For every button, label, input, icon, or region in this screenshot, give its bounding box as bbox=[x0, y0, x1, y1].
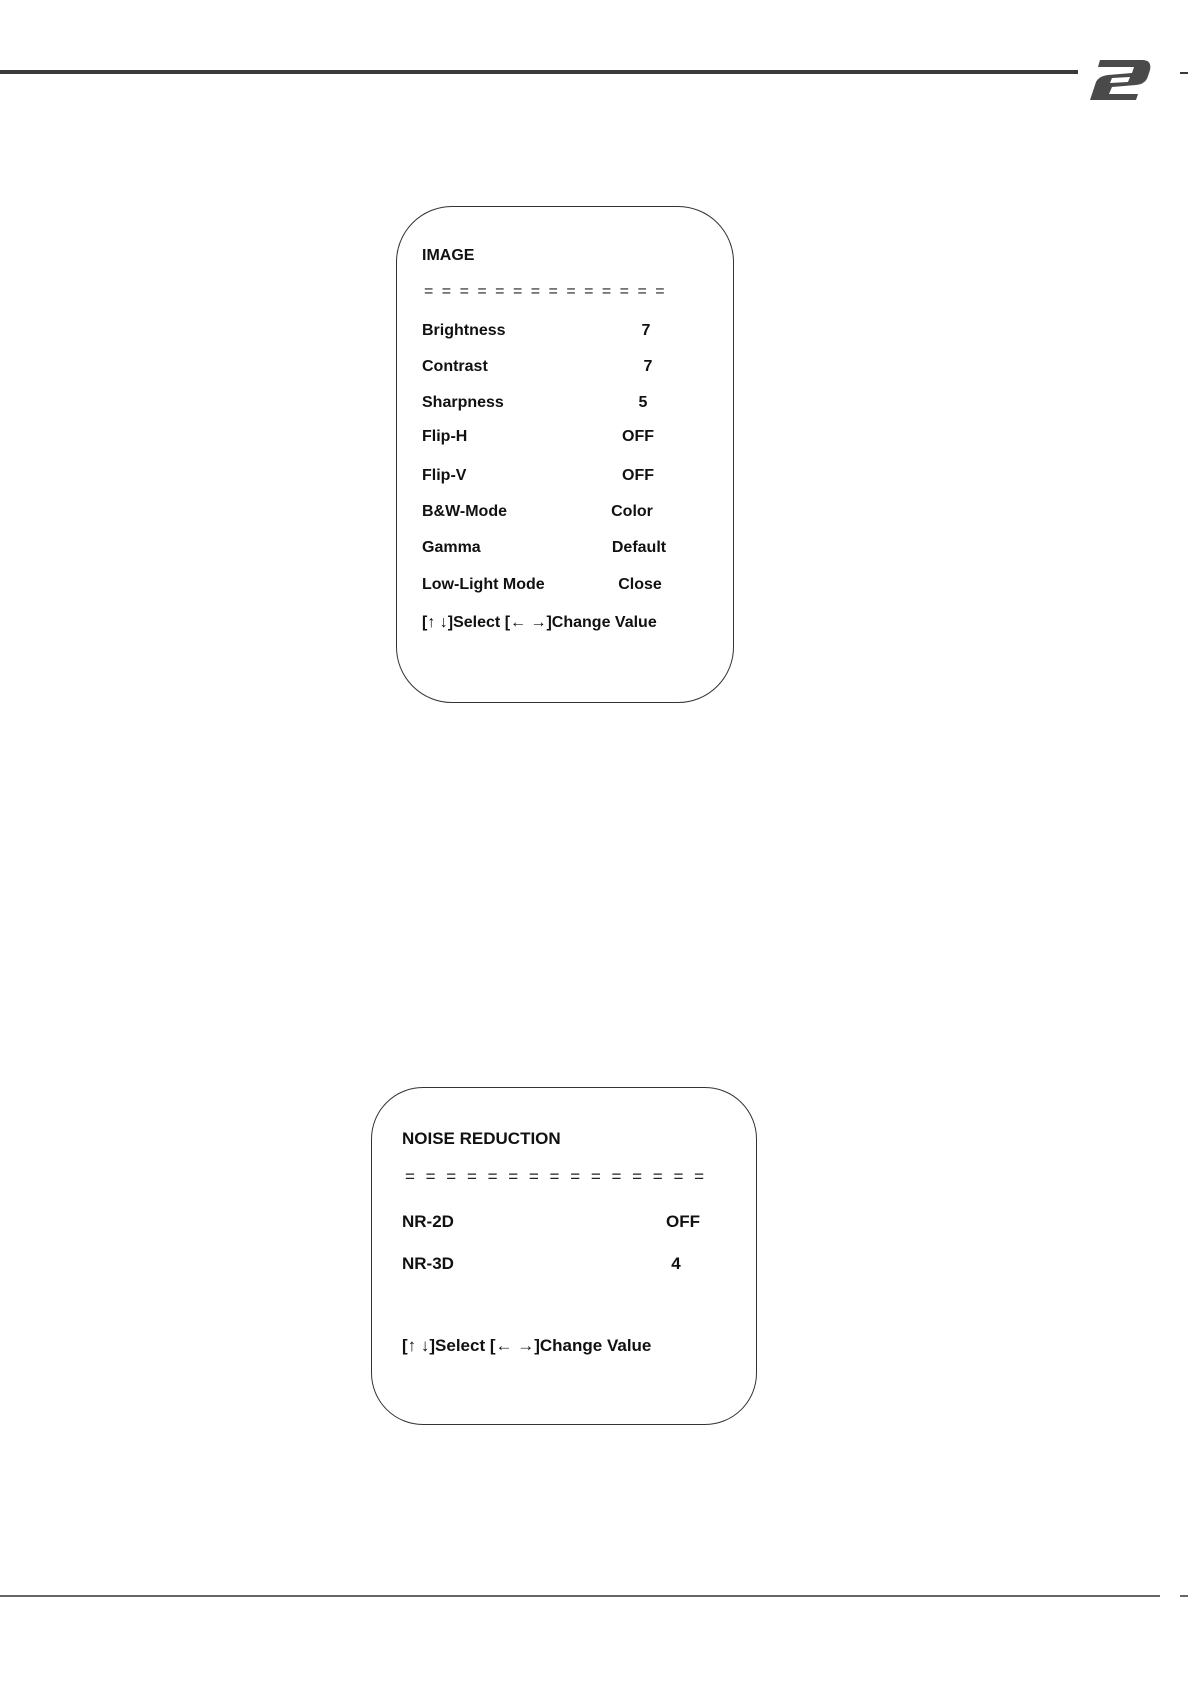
menu-item-flip-v[interactable]: Flip-V bbox=[422, 467, 467, 484]
image-menu-separator: = = = = = = = = = = = = = = bbox=[424, 283, 667, 300]
image-menu-hint: [↑ ↓]Select [← →]Change Value bbox=[422, 614, 657, 631]
menu-value-sharpness: 5 bbox=[638, 394, 648, 411]
menu-value-flip-h: OFF bbox=[622, 428, 654, 445]
header-rule bbox=[0, 70, 1078, 74]
b2-logo-icon bbox=[1082, 54, 1154, 102]
header-tick bbox=[1180, 72, 1188, 74]
noise-menu-separator: = = = = = = = = = = = = = = = bbox=[405, 1167, 708, 1186]
menu-value-flip-v: OFF bbox=[622, 467, 654, 484]
menu-item-low-light-mode[interactable]: Low-Light Mode bbox=[422, 576, 545, 593]
menu-item-contrast[interactable]: Contrast bbox=[422, 358, 488, 375]
menu-value-nr-2d: OFF bbox=[666, 1212, 700, 1231]
noise-menu-hint: [↑ ↓]Select [← →]Change Value bbox=[402, 1336, 652, 1355]
menu-item-sharpness[interactable]: Sharpness bbox=[422, 394, 504, 411]
noise-menu-title: NOISE REDUCTION bbox=[402, 1129, 561, 1148]
menu-item-gamma[interactable]: Gamma bbox=[422, 539, 481, 556]
menu-item-nr-2d[interactable]: NR-2D bbox=[402, 1212, 454, 1231]
menu-value-low-light-mode: Close bbox=[618, 576, 662, 593]
menu-value-bw-mode: Color bbox=[611, 503, 653, 520]
menu-item-brightness[interactable]: Brightness bbox=[422, 322, 506, 339]
menu-item-flip-h[interactable]: Flip-H bbox=[422, 428, 468, 445]
menu-value-brightness: 7 bbox=[641, 322, 651, 339]
menu-value-nr-3d: 4 bbox=[671, 1254, 681, 1273]
image-menu-title: IMAGE bbox=[422, 247, 475, 264]
menu-value-contrast: 7 bbox=[643, 358, 653, 375]
menu-item-nr-3d[interactable]: NR-3D bbox=[402, 1254, 454, 1273]
menu-value-gamma: Default bbox=[611, 539, 667, 556]
footer-tick bbox=[1180, 1595, 1188, 1597]
footer-rule bbox=[0, 1595, 1160, 1597]
menu-item-bw-mode[interactable]: B&W-Mode bbox=[422, 503, 507, 520]
